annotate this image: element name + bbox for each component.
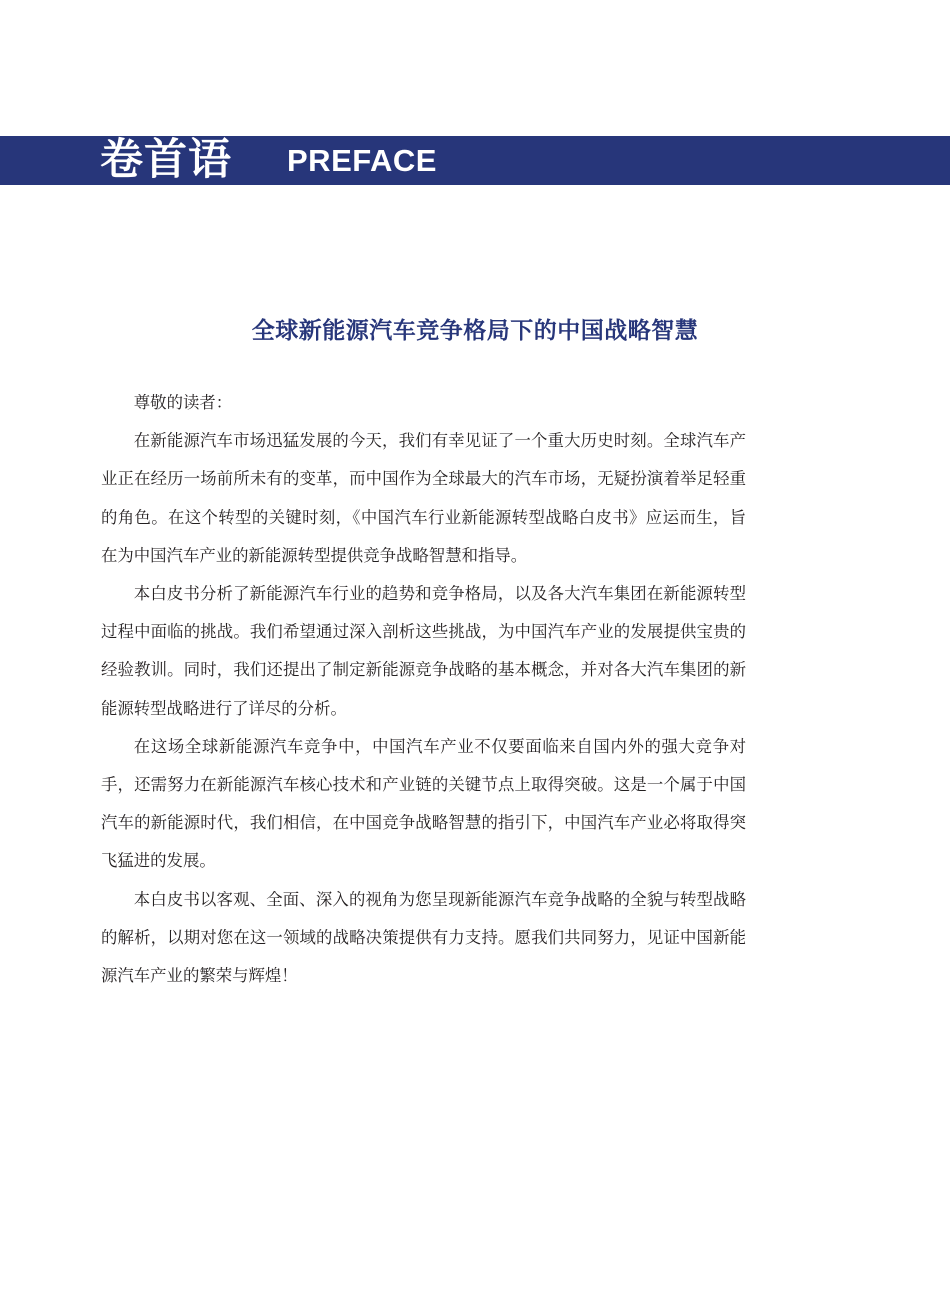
section-title-en: PREFACE — [287, 143, 437, 178]
paragraph-3: 在这场全球新能源汽车竞争中，中国汽车产业不仅要面临来自国内外的强大竞争对手，还需努力在新能源汽车核心技术和产业链的关键节点上取得突破。这是一个属于中国汽车的新能源时代，我们相信，在中国竞争战略智慧的指引下，中国汽车产业必将取得突飞猛进的发展。 — [101, 736, 746, 871]
salutation: 尊敬的读者： — [133, 393, 233, 412]
paragraph-1: 在新能源汽车市场迅猛发展的今天，我们有幸见证了一个重大历史时刻。全球汽车产业正在经历一场前所未有的变革，而中国作为全球最大的汽车市场，无疑扮演着举足轻重的角色。在这个转型的关键时刻，《中国汽车行业新能源转型战略白皮书》应运而生，旨在为中国汽车产业的新能源转型提供竞争战略智慧和指导。 — [101, 431, 746, 565]
article-body — [101, 384, 746, 995]
section-title-cn: 卷首语 — [100, 135, 232, 185]
header-band — [0, 136, 950, 185]
paragraph-2: 本白皮书分析了新能源汽车行业的趋势和竞争格局，以及各大汽车集团在新能源转型过程中面临的挑战。我们希望通过深入剖析这些挑战，为中国汽车产业的发展提供宝贵的经验教训。同时，我们还提出了制定新能源竞争战略的基本概念，并对各大汽车集团的新能源转型战略进行了详尽的分析。 — [101, 584, 746, 718]
paragraph-4: 本白皮书以客观、全面、深入的视角为您呈现新能源汽车竞争战略的全貌与转型战略的解析，以期对您在这一领域的战略决策提供有力支持。愿我们共同努力，见证中国新能源汽车产业的繁荣与辉煌！ — [101, 889, 746, 986]
article-title: 全球新能源汽车竞争格局下的中国战略智慧 — [251, 318, 699, 344]
